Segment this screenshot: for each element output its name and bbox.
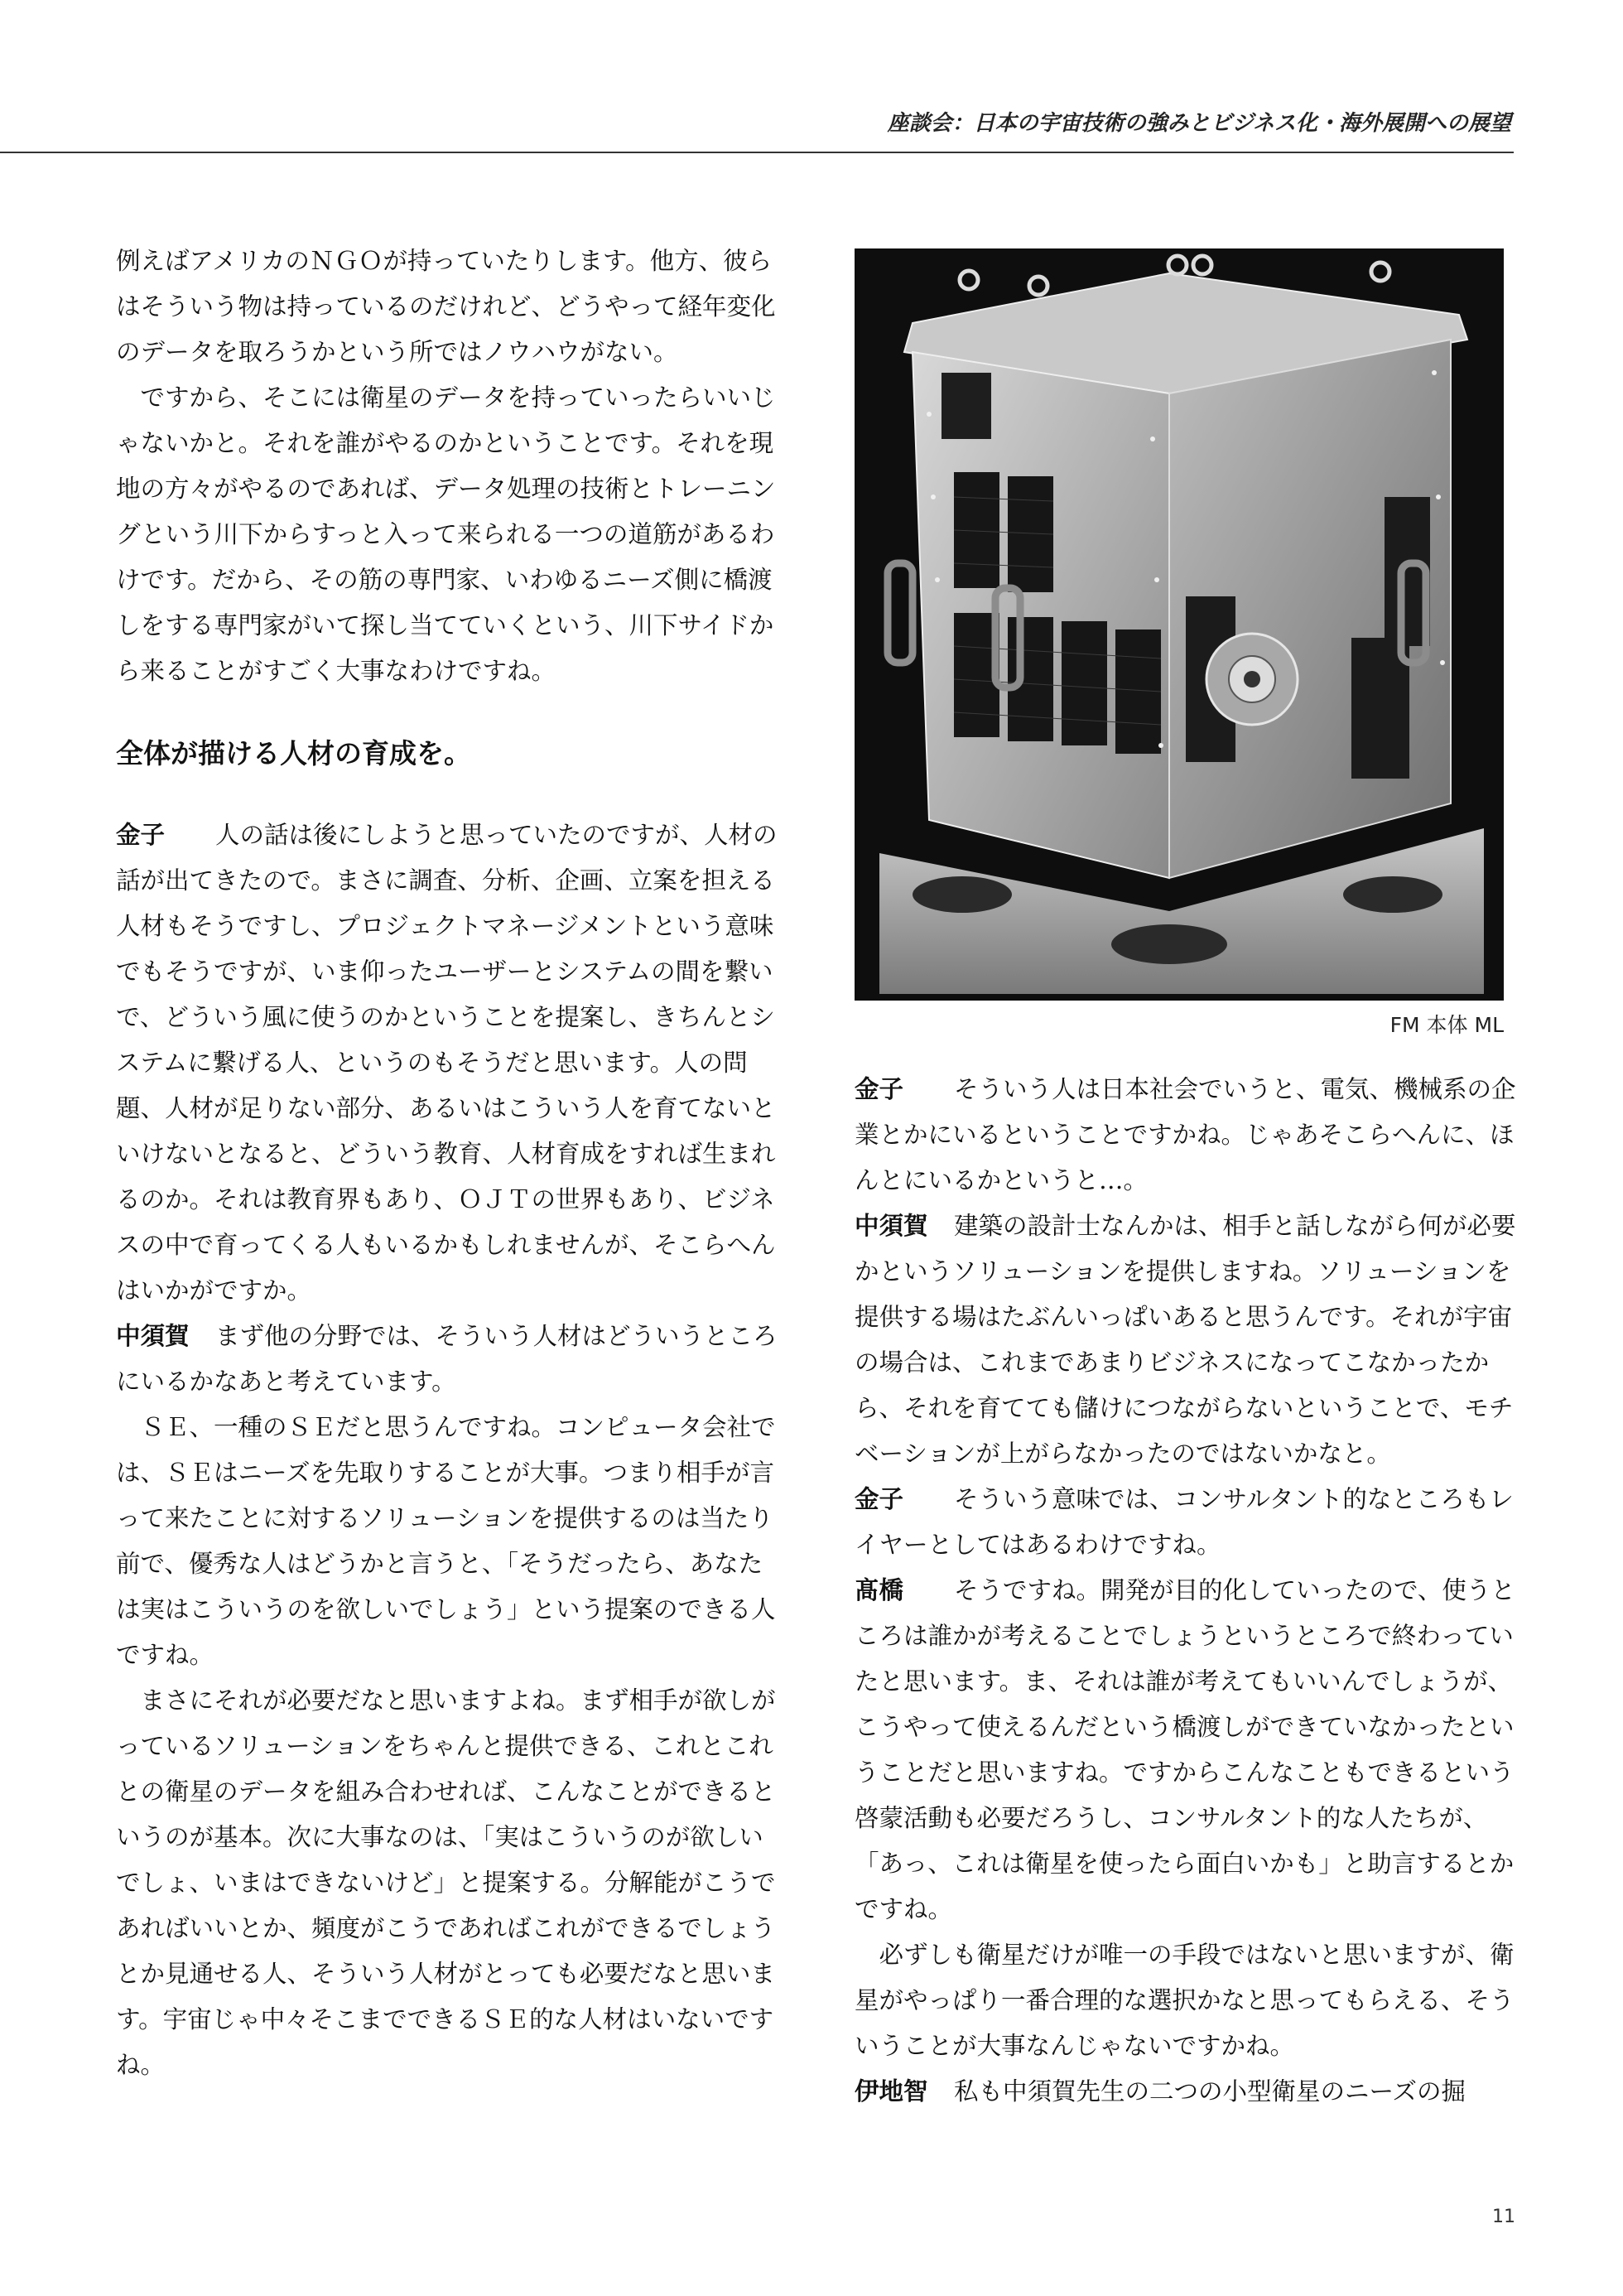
paragraph: ＳＥ、一種のＳＥだと思うんですね。コンピュータ会社では、ＳＥはニーズを先取りすることが大事。つまり相手が言って来たことに対するソリューションを提供するのは当たり前で、優秀な人はどうかと言うと、「そうだったら、あなたは実はこういうのを欲しいでしょう」という提案のできる人ですね。 [116, 1413, 776, 1669]
paragraph: まさにそれが必要だなと思いますよね。まず相手が欲しがっているソリューションをちゃんと提供できる、これとこれとの衛星のデータを組み合わせれば、こんなことができるというのが基本。次に大事なのは、「実はこういうのが欲しいでしょ、いまはできないけど」と提案する。分解能がこうであればいいとか、頻度がこうであればこれができるでしょうとか見通せる人、そういう人材がとっても必要だなと思います。宇宙じゃ中々そこまでできるＳＥ的な人材はいないですね。 [116, 1686, 776, 2079]
left-column [116, 239, 778, 2088]
paragraph: 必ずしも衛星だけが唯一の手段ではないと思いますが、衛星がやっぱり一番合理的な選択かなと思ってもらえる、そういうことが大事なんじゃないですかね。 [855, 1941, 1515, 2060]
speaker-name: 中須賀 [855, 1212, 928, 1240]
right-column [855, 1067, 1519, 2115]
page-number: 11 [1492, 2207, 1515, 2227]
speaker-name: 髙橋 [855, 1576, 904, 1604]
figure-caption: FM 本体 ML [1389, 1013, 1504, 1037]
speech-takahashi [855, 1568, 1519, 1932]
speech-nakasuka [116, 1314, 778, 1405]
section-heading: 全体が描ける人材の育成を。 [116, 737, 471, 769]
speaker-name: 中須賀 [116, 1322, 190, 1350]
speech-kaneko [855, 1477, 1519, 1568]
speaker-name: 伊地智 [855, 2077, 928, 2105]
speech-kaneko [116, 813, 778, 1314]
speech-text: そういう人は日本社会でいうと、電気、機械系の企業とかにいるということですかね。じゃあそこらへんに、ほんとにいるかというと…。 [855, 1075, 1516, 1194]
paragraph: ですから、そこには衛星のデータを持っていったらいいじゃないかと。それを誰がやるのかということです。それを現地の方々がやるのであれば、データ処理の技術とトレーニングという川下からすっと入って来られる一つの道筋があるわけです。だから、その筋の専門家、いわゆるニーズ側に橋渡しをする専門家がいて探し当てていくという、川下サイドから来ることがすごく大事なわけですね。 [116, 383, 776, 685]
satellite-photo [855, 248, 1504, 1001]
paragraph: 例えばアメリカのＮＧＯが持っていたりします。他方、彼らはそういう物は持っているのだけれど、どうやって経年変化のデータを取ろうかという所ではノウハウがない。 [116, 247, 776, 366]
speech-text: 建築の設計士なんかは、相手と話しながら何が必要かというソリューションを提供しますね。ソリューションを提供する場はたぶんいっぱいあると思うんです。それが宇宙の場合は、これまであまりビジネスになってこなかったから、それを育てても儲けにつながらないということで、モチベーションが上がらなかったのではないかなと。 [855, 1212, 1516, 1468]
speech-ijichi [855, 2069, 1519, 2115]
speech-text: そういう意味では、コンサルタント的なところもレイヤーとしてはあるわけですね。 [855, 1485, 1514, 1559]
speech-kaneko [855, 1067, 1519, 1203]
speaker-name: 金子 [855, 1485, 904, 1513]
speech-text: まず他の分野では、そういう人材はどういうところにいるかなあと考えています。 [116, 1322, 778, 1396]
speaker-name: 金子 [855, 1075, 904, 1103]
speech-text: 私も中須賀先生の二つの小型衛星のニーズの掘 [954, 2077, 1466, 2105]
speech-nakasuka [855, 1203, 1519, 1477]
running-header: 座談会：日本の宇宙技術の強みとビジネス化・海外展開への展望 [887, 111, 1511, 136]
header-rule [0, 152, 1514, 153]
speech-text: そうですね。開発が目的化していったので、使うところは誰かが考えることでしょうというところで終わっていたと思います。ま、それは誰が考えてもいいんでしょうが、こうやって使えるんだという橋渡しができていなかったということだと思いますね。ですからこんなこともできるという啓蒙活動も必要だろうし、コンサルタント的な人たちが、「あっ、これは衛星を使ったら面白いかも」と助言するとかですね。 [855, 1576, 1515, 1923]
speech-text: 人の話は後にしようと思っていたのですが、人材の話が出てきたので。まさに調査、分析、企画、立案を担える人材もそうですし、プロジェクトマネージメントという意味でもそうですが、いま仰ったユーザーとシステムの間を繋いで、どういう風に使うのかということを提案し、きちんとシステムに繋げる人、というのもそうだと思います。人の問題、人材が足りない部分、あるいはこういう人を育てないといけないとなると、どういう教育、人材育成をすれば生まれるのか。それは教育界もあり、ＯＪＴの世界もあり、ビジネスの中で育ってくる人もいるかもしれませんが、そこらへんはいかがですか。 [116, 821, 778, 1305]
speaker-name: 金子 [116, 821, 166, 849]
